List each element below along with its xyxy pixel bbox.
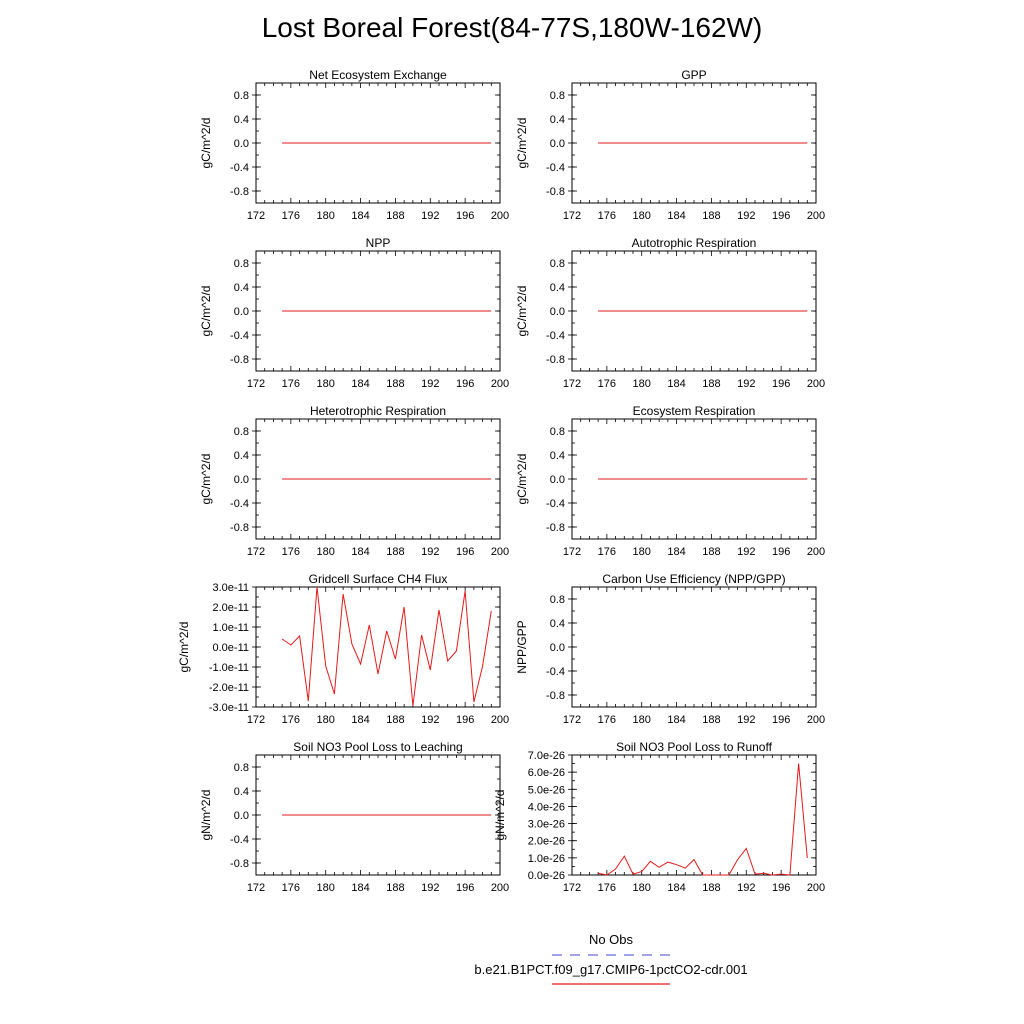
y-tick-label: -0.4 <box>546 330 565 342</box>
y-axis-label: gC/m^2/d <box>199 285 213 337</box>
y-axis-label: gC/m^2/d <box>199 117 213 169</box>
y-tick-label: 0.0 <box>233 810 249 822</box>
x-tick-label: 192 <box>421 546 440 558</box>
x-tick-label: 184 <box>667 882 686 894</box>
x-tick-label: 172 <box>246 714 266 726</box>
x-tick-label: 188 <box>702 882 721 894</box>
x-tick-label: 200 <box>806 546 826 558</box>
y-tick-label: 6.0e-26 <box>527 767 565 780</box>
y-tick-label: -2.0e-11 <box>208 682 249 694</box>
y-axis-label: gC/m^2/d <box>515 285 529 337</box>
y-tick-label: 0.4 <box>233 786 249 798</box>
y-tick-label: 5.0e-26 <box>527 784 565 797</box>
chart-panel-2 <box>199 236 509 390</box>
x-tick-label: 196 <box>771 714 791 726</box>
x-tick-label: 172 <box>246 546 266 558</box>
y-tick-label: -3.0e-11 <box>208 702 249 714</box>
x-tick-label: 176 <box>597 714 617 726</box>
panel-title: Ecosystem Respiration <box>632 404 756 418</box>
x-tick-label: 188 <box>386 378 405 390</box>
x-tick-label: 184 <box>667 546 686 558</box>
y-tick-label: 0.0 <box>233 138 249 150</box>
x-tick-label: 192 <box>421 378 440 390</box>
chart-panel-1 <box>515 68 825 222</box>
x-tick-label: 192 <box>737 882 756 894</box>
x-tick-label: 200 <box>490 378 510 390</box>
panel-title: Gridcell Surface CH4 Flux <box>308 572 448 586</box>
y-tick-label: 0.0e-11 <box>212 642 249 654</box>
series-line-0 <box>598 764 807 875</box>
x-tick-label: 200 <box>490 210 510 222</box>
x-tick-label: 184 <box>667 378 686 390</box>
y-tick-label: -0.8 <box>230 354 249 366</box>
x-tick-label: 172 <box>562 210 582 222</box>
y-tick-label: -0.8 <box>230 858 249 870</box>
x-tick-label: 176 <box>281 882 301 894</box>
plot-frame <box>572 587 816 707</box>
x-tick-label: 196 <box>455 210 475 222</box>
x-tick-label: 176 <box>597 882 617 894</box>
y-tick-label: 0.4 <box>233 450 249 462</box>
y-tick-label: 0.8 <box>233 762 249 774</box>
y-tick-label: -0.4 <box>546 162 565 174</box>
x-tick-label: 188 <box>702 210 721 222</box>
x-tick-label: 184 <box>351 546 370 558</box>
y-tick-label: -0.4 <box>230 834 249 846</box>
x-tick-label: 172 <box>246 210 266 222</box>
x-tick-label: 192 <box>421 714 440 726</box>
x-tick-label: 176 <box>281 546 301 558</box>
x-tick-label: 188 <box>386 210 405 222</box>
x-tick-label: 180 <box>316 378 335 390</box>
y-tick-label: 0.0 <box>549 138 565 150</box>
x-tick-label: 188 <box>386 714 405 726</box>
x-tick-label: 184 <box>351 882 370 894</box>
panel-title: Carbon Use Efficiency (NPP/GPP) <box>602 572 786 586</box>
chart-panel-8 <box>199 740 509 894</box>
panel-title: Soil NO3 Pool Loss to Leaching <box>293 740 463 754</box>
page-title: Lost Boreal Forest(84-77S,180W-162W) <box>261 12 763 43</box>
x-tick-label: 200 <box>490 546 510 558</box>
x-tick-label: 196 <box>771 378 791 390</box>
x-tick-label: 200 <box>806 882 826 894</box>
x-tick-label: 184 <box>351 714 370 726</box>
chart-panel-5 <box>515 404 825 558</box>
x-tick-label: 192 <box>421 882 440 894</box>
series-line-0 <box>282 587 491 706</box>
y-tick-label: 4.0e-26 <box>527 801 565 814</box>
y-tick-label: 0.4 <box>549 114 565 126</box>
y-tick-label: -0.8 <box>546 186 565 198</box>
x-tick-label: 172 <box>246 882 266 894</box>
x-tick-label: 172 <box>562 882 582 894</box>
x-tick-label: 192 <box>421 210 440 222</box>
y-tick-label: 0.0 <box>233 474 249 486</box>
y-tick-label: 2.0e-26 <box>527 835 565 848</box>
y-tick-label: 3.0e-11 <box>212 582 249 594</box>
panel-title: GPP <box>681 68 707 82</box>
y-tick-label: 0.0e-26 <box>527 870 565 882</box>
x-tick-label: 180 <box>632 882 651 894</box>
plot-frame <box>572 755 816 875</box>
x-tick-label: 172 <box>562 378 582 390</box>
y-tick-label: 1.0e-26 <box>527 852 565 865</box>
x-tick-label: 200 <box>490 714 510 726</box>
y-tick-label: 0.8 <box>549 90 565 102</box>
x-tick-label: 196 <box>455 882 475 894</box>
y-tick-label: -0.4 <box>546 666 565 678</box>
chart-panel-7 <box>515 572 825 726</box>
x-tick-label: 196 <box>771 882 791 894</box>
y-tick-label: 0.4 <box>233 114 249 126</box>
y-axis-label: gN/m^2/d <box>199 789 213 841</box>
x-tick-label: 180 <box>632 378 651 390</box>
y-tick-label: -0.8 <box>230 186 249 198</box>
x-tick-label: 176 <box>597 546 617 558</box>
y-axis-label: gC/m^2/d <box>177 621 191 673</box>
x-tick-label: 200 <box>806 714 826 726</box>
x-tick-label: 188 <box>702 546 721 558</box>
x-tick-label: 188 <box>702 714 721 726</box>
panel-title: Heterotrophic Respiration <box>309 404 447 418</box>
panel-title: Soil NO3 Pool Loss to Runoff <box>616 740 772 754</box>
x-tick-label: 180 <box>632 714 651 726</box>
y-tick-label: -0.8 <box>546 354 565 366</box>
panel-title: Net Ecosystem Exchange <box>309 68 447 82</box>
y-tick-label: 0.8 <box>233 90 249 102</box>
x-tick-label: 180 <box>316 882 335 894</box>
y-tick-label: -0.4 <box>230 330 249 342</box>
x-tick-label: 192 <box>737 714 756 726</box>
x-tick-label: 192 <box>737 378 756 390</box>
x-tick-label: 172 <box>246 378 266 390</box>
x-tick-label: 184 <box>667 210 686 222</box>
y-tick-label: 0.8 <box>549 258 565 270</box>
legend-label-no-obs: No Obs <box>588 932 634 947</box>
y-tick-label: -0.8 <box>230 522 249 534</box>
x-tick-label: 176 <box>281 378 301 390</box>
y-tick-label: -1.0e-11 <box>208 662 249 674</box>
chart-panel-3 <box>515 236 825 390</box>
y-tick-label: 3.0e-26 <box>527 818 565 831</box>
x-tick-label: 184 <box>351 210 370 222</box>
y-axis-label: NPP/GPP <box>515 620 529 674</box>
x-tick-label: 176 <box>597 378 617 390</box>
x-tick-label: 188 <box>702 378 721 390</box>
x-tick-label: 176 <box>281 714 301 726</box>
legend-label-run: b.e21.B1PCT.f09_g17.CMIP6-1pctCO2-cdr.001 <box>474 962 748 977</box>
x-tick-label: 196 <box>771 210 791 222</box>
x-tick-label: 188 <box>386 882 405 894</box>
x-tick-label: 172 <box>562 714 582 726</box>
y-tick-label: 1.0e-11 <box>212 622 249 634</box>
panel-title: Autotrophic Respiration <box>631 236 757 250</box>
x-tick-label: 184 <box>667 714 686 726</box>
y-tick-label: 0.8 <box>549 594 565 606</box>
y-tick-label: 0.4 <box>549 450 565 462</box>
x-tick-label: 180 <box>316 210 335 222</box>
y-tick-label: 0.8 <box>549 426 565 438</box>
y-tick-label: -0.4 <box>230 162 249 174</box>
y-axis-label: gN/m^2/d <box>493 789 507 841</box>
x-tick-label: 196 <box>771 546 791 558</box>
x-tick-label: 180 <box>632 546 651 558</box>
chart-panel-9 <box>490 740 826 894</box>
x-tick-label: 184 <box>351 378 370 390</box>
y-axis-label: gC/m^2/d <box>515 117 529 169</box>
x-tick-label: 192 <box>737 210 756 222</box>
y-tick-label: 0.8 <box>233 258 249 270</box>
y-tick-label: 0.4 <box>549 282 565 294</box>
x-tick-label: 172 <box>562 546 582 558</box>
y-tick-label: -0.8 <box>546 690 565 702</box>
x-tick-label: 196 <box>455 546 475 558</box>
panel-title: NPP <box>365 236 391 250</box>
y-tick-label: 0.8 <box>233 426 249 438</box>
x-tick-label: 180 <box>316 546 335 558</box>
chart-panel-6 <box>177 572 509 726</box>
x-tick-label: 200 <box>806 378 826 390</box>
chart-panel-0 <box>199 68 509 222</box>
y-tick-label: 0.0 <box>549 642 565 654</box>
y-tick-label: 0.0 <box>233 306 249 318</box>
y-axis-label: gC/m^2/d <box>199 453 213 505</box>
y-tick-label: 0.0 <box>549 306 565 318</box>
x-tick-label: 176 <box>597 210 617 222</box>
x-tick-label: 180 <box>632 210 651 222</box>
x-tick-label: 176 <box>281 210 301 222</box>
x-tick-label: 200 <box>490 882 510 894</box>
y-tick-label: 0.0 <box>549 474 565 486</box>
y-axis-label: gC/m^2/d <box>515 453 529 505</box>
y-tick-label: -0.8 <box>546 522 565 534</box>
x-tick-label: 196 <box>455 714 475 726</box>
x-tick-label: 200 <box>806 210 826 222</box>
y-tick-label: 7.0e-26 <box>527 750 565 762</box>
x-tick-label: 188 <box>386 546 405 558</box>
chart-panel-4 <box>199 404 509 558</box>
x-tick-label: 196 <box>455 378 475 390</box>
x-tick-label: 180 <box>316 714 335 726</box>
y-tick-label: -0.4 <box>230 498 249 510</box>
x-tick-label: 192 <box>737 546 756 558</box>
y-tick-label: 0.4 <box>549 618 565 630</box>
y-tick-label: -0.4 <box>546 498 565 510</box>
y-tick-label: 0.4 <box>233 282 249 294</box>
y-tick-label: 2.0e-11 <box>212 602 249 614</box>
